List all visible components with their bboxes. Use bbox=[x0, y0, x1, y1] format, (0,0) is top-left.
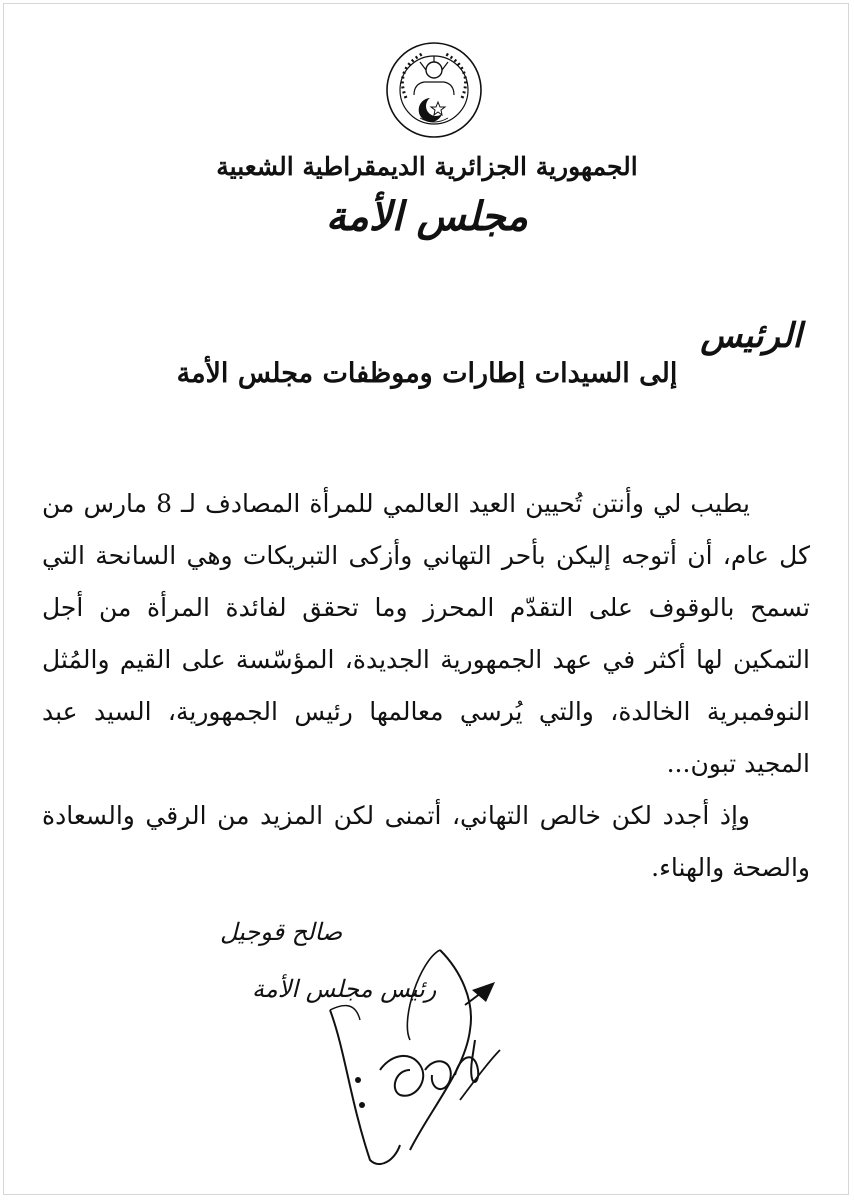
official-seal-emblem bbox=[384, 40, 484, 140]
letter-paragraph: يطيب لي وأنتن تُحيين العيد العالمي للمرأة المصادف لـ 8 مارس من كل عام، أن أتوجه إليكن بأحر التهاني وأزكى التبريكات وهي السانحة التي تسمح بالوقوف على التقدّم المحرز وما تحقق لفائدة المرأة من أجل التمكين لها أكثر في عهد الجمهورية الجديدة، المؤسّسة على القيم والمُثل النوفمبرية الخالدة، والتي يُرسي معالمها رئيس الجمهورية، السيد عبد المجيد تبون... bbox=[42, 489, 810, 778]
republic-heading: الجمهورية الجزائرية الديمقراطية الشعبية bbox=[216, 152, 638, 181]
letter-body bbox=[42, 478, 810, 894]
council-heading: مجلس الأمة bbox=[325, 193, 529, 240]
handwritten-signature bbox=[300, 930, 520, 1180]
addressee-heading: إلى السيدات إطارات وموظفات مجلس الأمة bbox=[176, 358, 678, 389]
signatory-name: صالح قوجيل bbox=[220, 918, 343, 946]
signatory-title: رئيس مجلس الأمة bbox=[252, 975, 437, 1003]
letter-paragraph: وإذ أجدد لكن خالص التهاني، أتمنى لكن المزيد من الرقي والسعادة والصحة والهناء. bbox=[42, 801, 810, 882]
president-label: الرئيس bbox=[700, 316, 802, 356]
